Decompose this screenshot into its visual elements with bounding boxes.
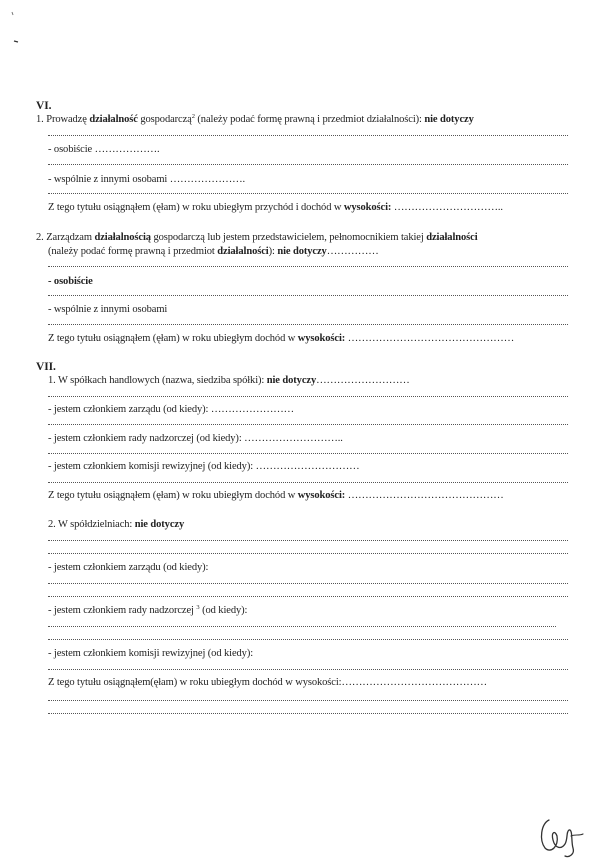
vi-q2-prefix: 2. Zarządzam: [36, 232, 95, 243]
vii-q2-supervisory-prefix: - jestem członkiem rady nadzorczej: [48, 605, 197, 616]
vii-q1-income-dots: ………………………………………: [345, 490, 504, 501]
vi-q2-mid: gospodarczą lub jestem przedstawicielem, pełnomocnikiem takiej: [150, 232, 427, 243]
vii-q1-dots: ………………………: [316, 375, 410, 386]
vii-q2-income: Z tego tytułu osiągnąłem(ęłam) w roku ubiegłym dochód w wysokości:……………………………………: [48, 677, 488, 688]
vi-q1-income-dots: …………………………..: [391, 202, 503, 213]
vi-q1-prefix: 1. Prowadzę: [36, 114, 90, 125]
vii-q1-income: [48, 490, 504, 502]
vi-q2-line2-dots: ……………: [326, 246, 379, 257]
vi-q1-fill-line-3[interactable]: [48, 193, 568, 194]
vii-q1-supervisory: - jestem członkiem rady nadzorczej (od kiedy): ………………………..: [48, 433, 343, 444]
vii-q2-supervisory-footnote: 3: [196, 604, 200, 611]
vii-q2-board: - jestem członkiem zarządu (od kiedy):: [48, 562, 209, 573]
vi-q2-bold-activity: działalnością: [94, 232, 151, 243]
vii-q2-fill-line-3[interactable]: [48, 583, 568, 584]
vi-q2-answer: nie dotyczy: [277, 246, 327, 257]
vi-q1-income: [48, 202, 503, 214]
vi-q2-line2-prefix: (należy podać formę prawną i przedmiot: [48, 246, 218, 257]
vii-q1-fill-line-3[interactable]: [48, 453, 568, 454]
vi-q1-footnote: 2: [191, 113, 195, 120]
vii-q1-audit: - jestem członkiem komisji rewizyjnej (od kiedy): …………………………: [48, 461, 360, 472]
section-vii-heading: VII.: [36, 361, 56, 373]
vi-q2-bold-activity2: działalności: [426, 232, 478, 243]
vi-q2-income-dots: …………………………………………: [345, 333, 515, 344]
vii-q2-fill-line-6[interactable]: [48, 639, 568, 640]
vi-q2-income: [48, 333, 514, 345]
vii-q1-fill-line-2[interactable]: [48, 424, 568, 425]
vi-q1-income-prefix: Z tego tytułu osiągnąłem (ęłam) w roku ubiegłym przychód i dochód w: [48, 202, 344, 213]
vi-q2-line2-mid: ):: [268, 246, 278, 257]
vi-q1-fill-line-1[interactable]: [48, 135, 568, 136]
vii-q2-prefix: 2. W spółdzielniach:: [48, 519, 135, 530]
vi-q2-question-line1: [36, 232, 478, 244]
vii-q1-answer: nie dotyczy: [266, 375, 317, 386]
vii-q1-question: [48, 375, 410, 387]
vi-q1-answer: nie dotyczy: [424, 114, 474, 125]
vii-q2-fill-line-5[interactable]: [48, 626, 556, 627]
section-vi-heading: VI.: [36, 100, 52, 112]
vi-q1-personally: - osobiście ……………….: [48, 144, 160, 155]
vi-q2-fill-line-3[interactable]: [48, 324, 568, 325]
vi-q1-question: [36, 114, 474, 126]
vii-q1-board: - jestem członkiem zarządu (od kiedy): ……………………: [48, 404, 295, 415]
vii-q2-supervisory-rest: (od kiedy):: [199, 605, 248, 616]
vi-q1-mid: gospodarczą: [137, 114, 192, 125]
vii-q2-fill-line-4[interactable]: [48, 596, 568, 597]
vii-q2-fill-line-1[interactable]: [48, 540, 568, 541]
vi-q1-bold-activity: działalność: [89, 114, 138, 125]
vii-q2-fill-line-2[interactable]: [48, 553, 568, 554]
vi-q2-line2-bold: działalności: [217, 246, 269, 257]
vii-q2-question: [48, 519, 184, 531]
vii-q2-fill-line-8[interactable]: [48, 700, 568, 701]
vi-q1-income-bold: wysokości:: [343, 202, 392, 213]
vi-q2-jointly: - wspólnie z innymi osobami: [48, 304, 168, 315]
vi-q2-fill-line-1[interactable]: [48, 266, 568, 267]
vi-q2-income-prefix: Z tego tytułu osiągnąłem (ęłam) w roku ubiegłym dochód w: [48, 333, 298, 344]
vii-q2-answer: nie dotyczy: [134, 519, 185, 530]
vii-q1-prefix: 1. W spółkach handlowych (nazwa, siedziba spółki):: [48, 375, 267, 386]
vii-q1-fill-line-4[interactable]: [48, 482, 568, 483]
vi-q2-personally-label: - osobiście: [48, 276, 93, 287]
scan-speck-mark: [10, 10, 30, 46]
vii-q1-fill-line-1[interactable]: [48, 396, 568, 397]
vi-q1-rest: (należy podać formę prawną i przedmiot działalności):: [194, 114, 425, 125]
vi-q1-jointly: - wspólnie z innymi osobami ………………….: [48, 174, 246, 185]
vii-q2-fill-line-9[interactable]: [48, 713, 568, 714]
vi-q2-personally: [48, 276, 93, 288]
vii-q1-income-prefix: Z tego tytułu osiągnąłem (ęłam) w roku ubiegłym dochód w: [48, 490, 298, 501]
vi-q2-income-bold: wysokości:: [297, 333, 346, 344]
vi-q2-question-line2: [48, 246, 379, 258]
vii-q2-fill-line-7[interactable]: [48, 669, 568, 670]
vi-q2-fill-line-2[interactable]: [48, 295, 568, 296]
vi-q1-fill-line-2[interactable]: [48, 164, 568, 165]
vii-q2-supervisory: [48, 605, 247, 617]
signature-initials: [535, 812, 590, 862]
vii-q1-income-bold: wysokości:: [297, 490, 346, 501]
vii-q2-audit: - jestem członkiem komisji rewizyjnej (od kiedy):: [48, 648, 254, 659]
